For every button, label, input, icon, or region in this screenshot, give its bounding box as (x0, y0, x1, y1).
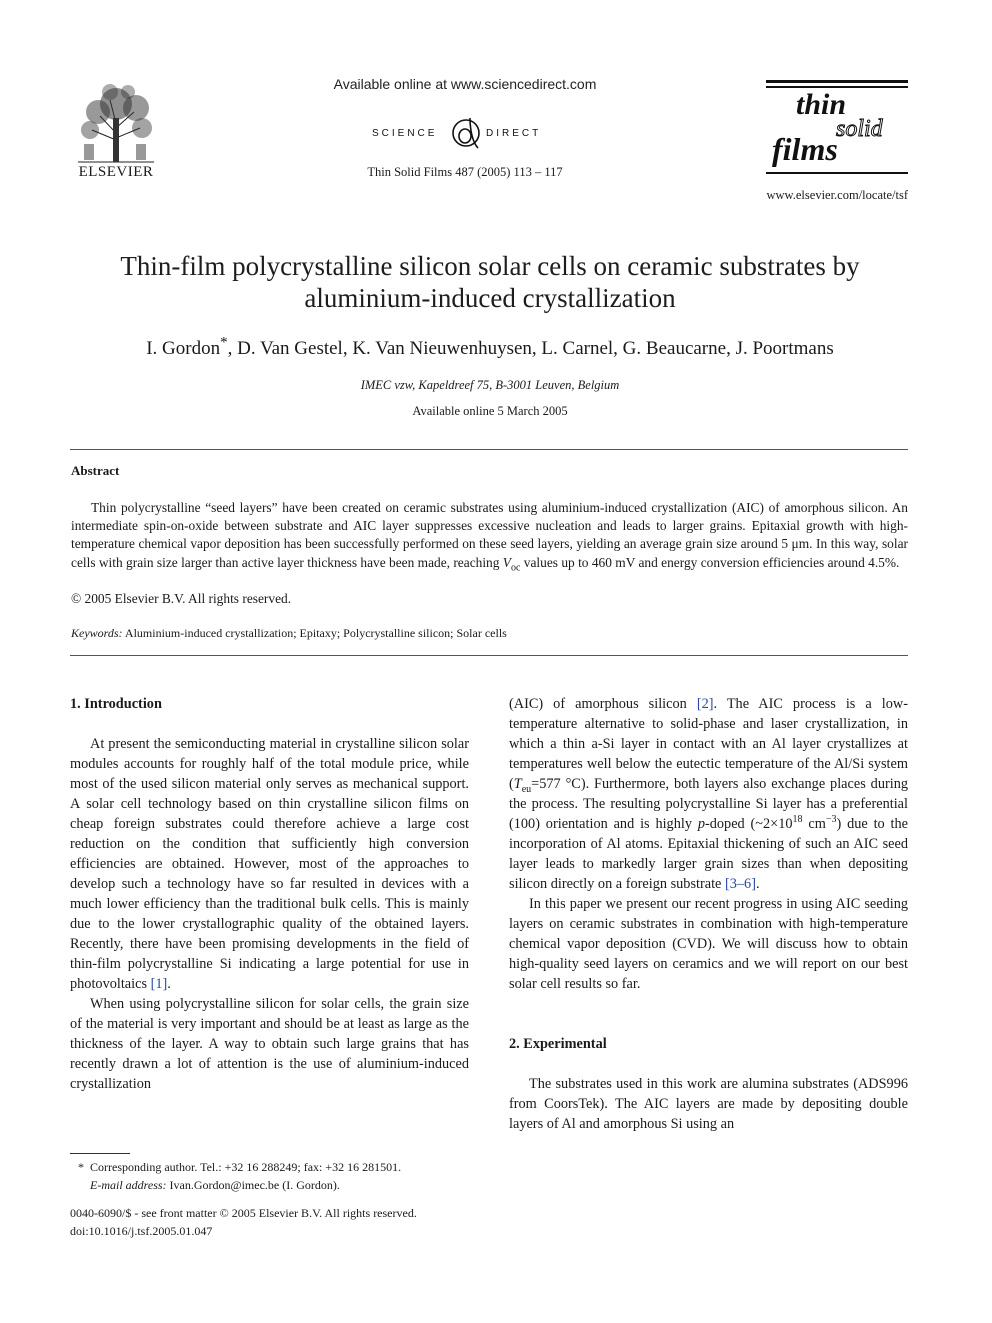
abstract-copyright: © 2005 Elsevier B.V. All rights reserved. (71, 591, 292, 606)
intro-paragraph-2: When using polycrystalline silicon for solar cells, the grain size of the material is very important and should be at least as large as the thickness of the layer. A way to obtain such large grains that has recently drawn a lot of attention is the use of aluminium-induced crystallization (70, 996, 469, 1092)
journal-logo-word-3: films (772, 131, 838, 167)
sciencedirect-left-word: SCIENCE (372, 128, 438, 139)
citation-link-3-6[interactable]: [3–6] (724, 876, 756, 892)
publisher-name: ELSEVIER (78, 164, 154, 180)
journal-citation: Thin Solid Films 487 (2005) 113 – 117 (367, 165, 563, 179)
intro-paragraph-2-continued: (AIC) of amorphous silicon [2]. The AIC process is a low-temperature alternative to solid-phase and laser crystallization, in which a thin a-Si layer in contact with an Al layer crystallizes at temperatures well below the eutectic temperature of the Al/Si system ($T_{eu}=577$ °C). Furthermore, both layers also exchange places during the process. The resulting polycrystalline Si layer has a preferential (100) orientation and is highly p-doped ($\sim 2\times 10^{18}$ $cm^{-3}$) due to the incorporation of Al atoms. Epitaxial thickening of such an AIC seed layer leads to markedly larger grain sizes than when depositing silicon directly on a foreign substrate [3–6]. (509, 696, 908, 892)
abstract-text-1: Thin polycrystalline “seed layers” have been created on ceramic substrates using aluminium-induced crystallization (AIC) of amorphous silicon. An intermediate spin-on-oxide between substrate and AIC layer suppresses excessive nucleation and leads to larger grains. Epitaxial growth with high-temperature chemical vapor deposition has been successfully performed on these seed layers, yielding an average grain size around 5 μm. In this way, solar cells with grain size larger than active layer thickness have been made, reaching (71, 500, 908, 570)
sciencedirect-logo (320, 114, 610, 154)
column-right (509, 694, 908, 1134)
keywords-label: Keywords: (71, 626, 123, 640)
available-online-banner: Available online at www.sciencedirect.com (333, 76, 597, 92)
voc-subscript: oc (510, 562, 521, 574)
journal-logo-word-1: thin (796, 88, 847, 121)
corresponding-author-mark[interactable]: * (220, 334, 228, 351)
citation-link-2[interactable]: [2] (696, 696, 714, 712)
footnote-text: Corresponding author. Tel.: +32 16 288249; fax: +32 16 281501. (90, 1160, 402, 1174)
section-heading-introduction: 1. Introduction (70, 696, 162, 712)
footnote (70, 1158, 490, 1194)
footnote-email-label: E-mail address: (90, 1178, 167, 1192)
journal-logo (766, 80, 908, 176)
sciencedirect-right-word: DIRECT (486, 128, 542, 139)
doi-text[interactable]: doi:10.1016/j.tsf.2005.01.047 (70, 1224, 213, 1238)
keywords (71, 626, 908, 641)
other-authors: , D. Van Gestel, K. Van Nieuwenhuysen, L. Carnel, G. Beaucarne, J. Poortmans (227, 338, 834, 359)
issn-text: 0040-6090/$ - see front matter © 2005 Elsevier B.V. All rights reserved. (70, 1206, 417, 1220)
section-heading-experimental: 2. Experimental (509, 1036, 607, 1052)
footnote-star: * (78, 1160, 84, 1174)
author-list (60, 334, 920, 360)
footnote-divider (70, 1153, 130, 1154)
first-author: I. Gordon (146, 338, 221, 359)
journal-url-link[interactable]: www.elsevier.com/locate/tsf (766, 188, 908, 202)
article-title-line-1: Thin-film polycrystalline silicon solar cells on ceramic substrates by (120, 251, 860, 281)
footnote-email[interactable]: Ivan.Gordon@imec.be (I. Gordon). (169, 1178, 340, 1192)
column-left (70, 694, 469, 1094)
elsevier-tree-icon (70, 78, 162, 164)
keywords-text: Aluminium-induced crystallization; Epitaxy; Polycrystalline silicon; Solar cells (122, 626, 507, 640)
article-title (60, 250, 920, 314)
experimental-paragraph-1: The substrates used in this work are alumina substrates (ADS996 from CoorsTek). The AIC layers are made by depositing double layers of Al and amorphous Si using an (509, 1076, 908, 1132)
article-title-line-2: aluminium-induced crystallization (304, 283, 676, 313)
abstract-text-2: values up to 460 mV and energy conversion efficiencies around 4.5%. (520, 554, 900, 570)
issn-line (70, 1204, 490, 1240)
journal-logo-word-2: solid (836, 116, 883, 142)
divider-bottom (70, 655, 908, 656)
affiliation: IMEC vzw, Kapeldreef 75, B-3001 Leuven, Belgium (360, 378, 620, 392)
abstract-heading: Abstract (71, 463, 120, 478)
citation-link-1[interactable]: [1] (150, 976, 168, 992)
sciencedirect-d-icon (453, 118, 479, 148)
intro-paragraph-1: At present the semiconducting material in crystalline silicon solar modules accounts for roughly half of the total module price, while most of the used silicon material only serves as mechanical support. A solar cell technology based on thin crystalline silicon films on cheap foreign substrates could therefore achieve a large cost reduction on the condition that sufficiently high conversion efficiencies are obtained. However, most of the approaches to develop such a technology have so far resulted in devices with a much lower efficiency than the traditional bulk cells. This is mainly due to the lower crystallographic quality of the obtained layers. Recently, there have been promising developments in the field of thin-film polycrystalline Si indicating a large potential for use in photovoltaics [1]. (70, 736, 469, 992)
divider-top (70, 449, 908, 450)
intro-paragraph-3: In this paper we present our recent progress in using AIC seeding layers on ceramic substrates in combination with high-temperature chemical vapor deposition (CVD). We will discuss how to obtain high-quality seed layers on ceramics and we will report on our best solar cell results so far. (509, 896, 908, 992)
abstract-body (71, 499, 908, 572)
elsevier-logo (70, 78, 162, 182)
available-date: Available online 5 March 2005 (412, 404, 568, 418)
voc-symbol: V (502, 554, 511, 570)
